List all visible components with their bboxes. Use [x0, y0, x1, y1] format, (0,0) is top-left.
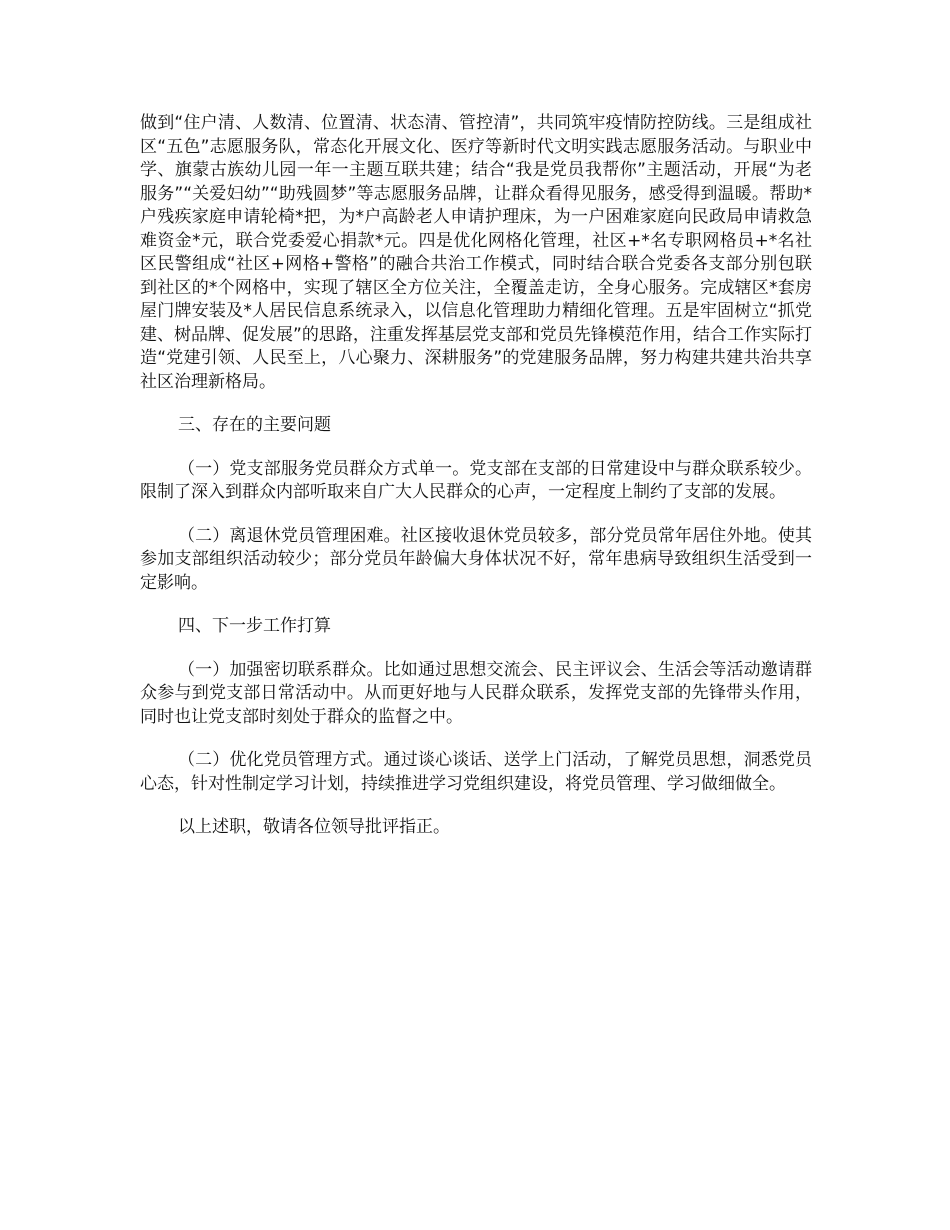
section-heading-main-problems: 三、存在的主要问题 [178, 415, 331, 435]
document-body [140, 112, 812, 860]
section-heading-next-steps: 四、下一步工作打算 [178, 616, 331, 636]
paragraph-problem-two: （二）离退休党员管理困难。社区接收退休党员较多，部分党员常年居住外地。使其参加支部组织活动较少；部分党员年龄偏大身体状况不好，常年患病导致组织生活受到一定影响。 [140, 525, 812, 593]
paragraph-next-step-two: （二）优化党员管理方式。通过谈心谈话、送学上门活动，了解党员思想，洞悉党员心态，针对性制定学习计划，持续推进学习党组织建设，将党员管理、学习做细做全。 [140, 750, 812, 794]
paragraph-continued-work-summary: 做到“住户清、人数清、位置清、状态清、管控清”，共同筑牢疫情防控防线。三是组成社区“五色”志愿服务队，常态化开展文化、医疗等新时代文明实践志愿服务活动。与职业中学、旗蒙古族幼儿园一年一主题互联共建；结合“我是党员我帮你”主题活动，开展“为老服务”“关爱妇幼”“助残圆梦”等志愿服务品牌，让群众看得见服务，感受得到温暖。帮助*户残疾家庭申请轮椅*把，为*户高龄老人申请护理床，为一户困难家庭向民政局申请救急难资金*元，联合党委爱心捐款*元。四是优化网格化管理，社区+*名专职网格员+*名社区民警组成“社区+网格+警格”的融合共治工作模式，同时结合联合党委各支部分别包联到社区的*个网格中，实现了辖区全方位关注，全覆盖走访，全身心服务。完成辖区*套房屋门牌安装及*人居民信息系统录入，以信息化管理助力精细化管理。五是牢固树立“抓党建、树品牌、促发展”的思路，注重发挥基层党支部和党员先锋模范作用，结合工作实际打造“党建引领、人民至上，八心聚力、深耕服务”的党建服务品牌，努力构建共建共治共享社区治理新格局。 [140, 113, 812, 392]
paragraph-closing: 以上述职，敬请各位领导批评指正。 [178, 817, 450, 837]
paragraph-next-step-one: （一）加强密切联系群众。比如通过思想交流会、民主评议会、生活会等活动邀请群众参与到党支部日常活动中。从而更好地与人民群众联系，发挥党支部的先锋带头作用，同时也让党支部时刻处于群众的监督之中。 [140, 659, 812, 727]
paragraph-problem-one: （一）党支部服务党员群众方式单一。党支部在支部的日常建设中与群众联系较少。限制了深入到群众内部听取来自广大人民群众的心声，一定程度上制约了支部的发展。 [140, 458, 812, 502]
